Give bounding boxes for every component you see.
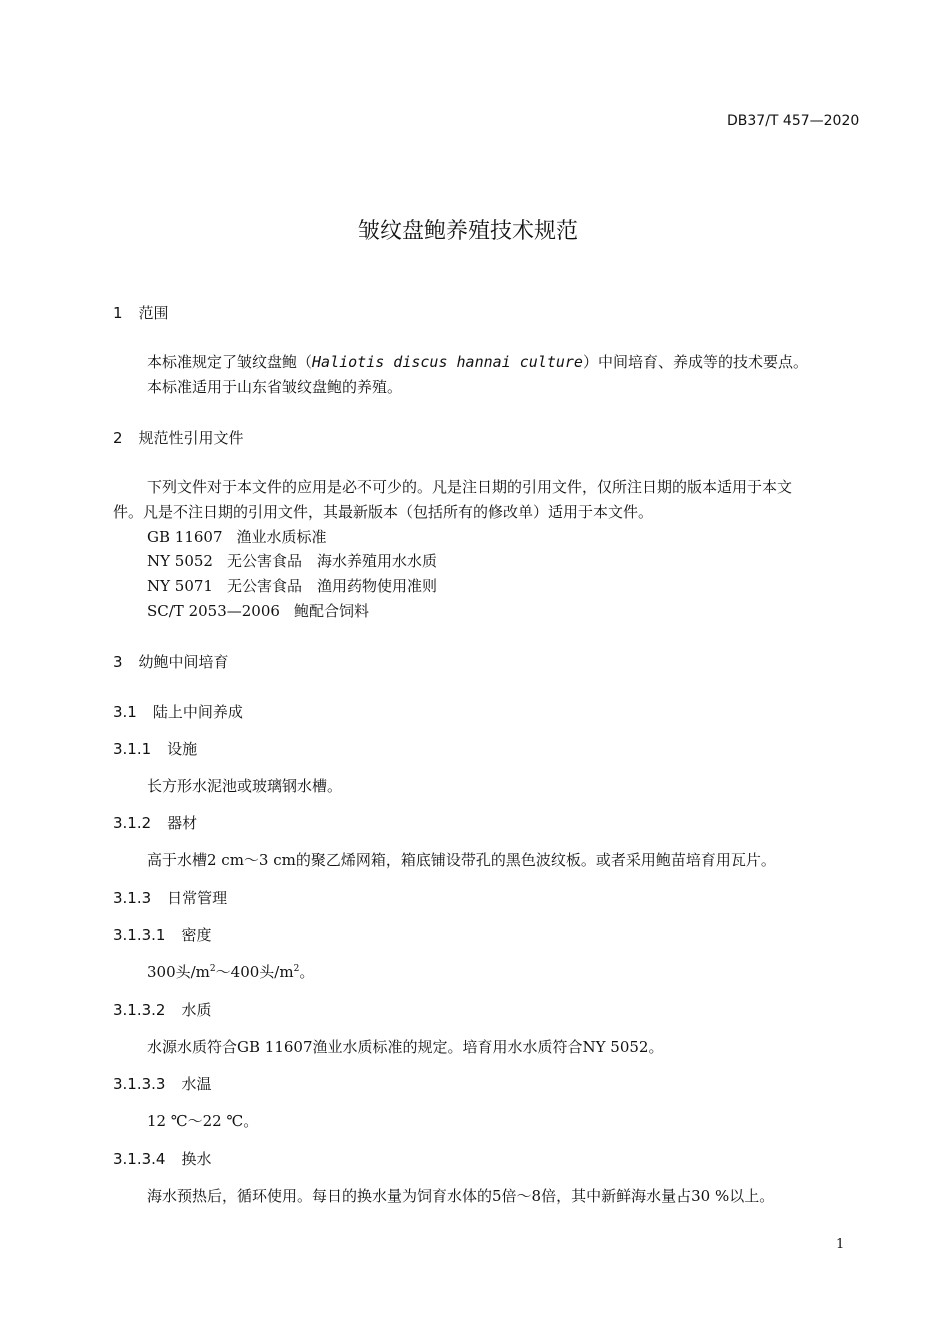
reference-item [147,550,437,571]
section-number: 3.1.2 [113,814,152,832]
water-quality-text: 水源水质符合GB 11607渔业水质标准的规定。培育用水水质符合NY 5052。 [147,1038,664,1056]
scope-paragraph-1 [147,351,808,372]
latin-name: Haliotis discus hannai culture [312,353,583,371]
reference-code: GB 11607 [147,528,223,546]
page-number: 1 [836,1237,845,1252]
superscript: 2 [209,964,216,974]
reference-item [147,600,369,621]
text: 。 [299,963,315,981]
text: ）中间培育、养成等的技术要点。 [582,353,808,371]
section-number: 1 [113,304,123,322]
reference-code: NY 5052 [147,552,213,570]
subsection-3-1-3-1-heading [113,924,212,945]
water-exchange-text: 海水预热后，循环使用。每日的换水量为饲育水体的5倍～8倍，其中新鲜海水量占30 %以上。 [147,1187,775,1205]
section-number: 3.1.3.1 [113,926,166,944]
subsection-3-1-heading [113,701,243,722]
section-title: 日常管理 [167,889,228,907]
section-number: 3.1 [113,703,137,721]
section-number: 3.1.3.3 [113,1075,166,1093]
facility-text: 长方形水泥池或玻璃钢水槽。 [147,777,343,795]
subsection-3-1-2-heading [113,812,197,833]
refs-intro-line-2: 件。凡是不注日期的引用文件，其最新版本（包括所有的修改单）适用于本文件。 [113,503,654,521]
section-number: 3 [113,653,123,671]
section-title: 设施 [167,740,198,758]
subsection-3-1-3-3-heading [113,1073,212,1094]
reference-name: 渔业水质标准 [236,528,327,546]
reference-name: 无公害食品 渔用药物使用准则 [226,577,437,595]
document-code: DB37/T 457—2020 [727,113,860,129]
section-number: 3.1.1 [113,740,152,758]
text: 300头/m [147,963,210,981]
section-number: 3.1.3 [113,889,152,907]
water-temperature-text: 12 ℃～22 ℃。 [147,1112,259,1130]
section-title: 水质 [181,1001,212,1019]
section-number: 3.1.3.2 [113,1001,166,1019]
density-text [147,961,314,982]
reference-item [147,575,437,596]
refs-intro-line-1: 下列文件对于本文件的应用是必不可少的。凡是注日期的引用文件，仅所注日期的版本适用于本文 [147,478,793,496]
section-title: 换水 [181,1150,212,1168]
reference-code: SC/T 2053—2006 [147,602,280,620]
text: 本标准规定了皱纹盘鲍（ [147,353,313,371]
scope-paragraph-2: 本标准适用于山东省皱纹盘鲍的养殖。 [147,378,403,396]
section-title: 密度 [181,926,212,944]
section-3-heading [113,651,229,672]
subsection-3-1-1-heading [113,738,197,759]
superscript: 2 [293,964,300,974]
reference-code: NY 5071 [147,577,213,595]
section-title: 规范性引用文件 [138,429,244,447]
subsection-3-1-3-4-heading [113,1148,212,1169]
reference-name: 无公害食品 海水养殖用水水质 [226,552,437,570]
section-title: 范围 [138,304,169,322]
equipment-text: 高于水槽2 cm～3 cm的聚乙烯网箱，箱底铺设带孔的黑色波纹板。或者采用鲍苗培育用瓦片。 [147,851,776,869]
section-title: 水温 [181,1075,212,1093]
section-title: 陆上中间养成 [152,703,243,721]
text: ～400头/m [215,963,294,981]
subsection-3-1-3-2-heading [113,999,212,1020]
section-title: 器材 [167,814,198,832]
document-title: 皱纹盘鲍养殖技术规范 [358,219,579,244]
reference-name: 鲍配合饲料 [293,602,369,620]
section-number: 2 [113,429,123,447]
section-1-heading [113,302,169,323]
section-title: 幼鲍中间培育 [138,653,229,671]
section-2-heading [113,427,244,448]
reference-item [147,526,327,547]
subsection-3-1-3-heading [113,887,227,908]
section-number: 3.1.3.4 [113,1150,166,1168]
